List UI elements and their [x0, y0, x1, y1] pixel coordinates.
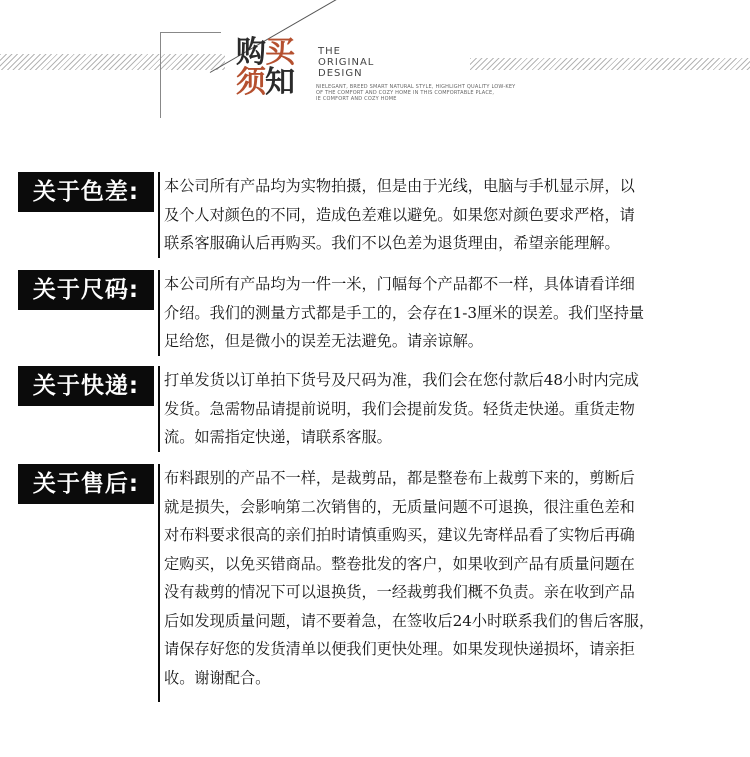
- text-line: 本公司所有产品均为实物拍摄，但是由于光线，电脑与手机显示屏，以: [164, 177, 635, 195]
- section-body: [164, 172, 734, 258]
- tagline-line: OF THE COMFORT AND COZY HOME IN THIS COMFORTABLE PLACE,: [316, 90, 495, 96]
- text-line: 足给您，但是微小的误差无法避免。请亲谅解。: [164, 332, 483, 350]
- logo-char: 知: [265, 65, 294, 100]
- section-body: [164, 464, 734, 692]
- text-line: 介绍。我们的测量方式都是手工的，会存在1-3厘米的误差。我们坚持量: [164, 303, 645, 322]
- text-line: 及个人对颜色的不同，造成色差难以避免。如果您对颜色要求严格，请: [164, 205, 635, 224]
- text-line: 请保存好您的发货清单以便我们更快处理。如果发现快递损坏，请亲拒: [164, 640, 635, 658]
- section-divider: [158, 172, 160, 258]
- design-title-line: DESIGN: [318, 68, 363, 79]
- text-line: 收。谢谢配合。: [164, 668, 271, 687]
- tagline-line: IE COMFORT AND COZY HOME: [316, 96, 397, 102]
- text-line: 就是损失，会影响第二次销售的，无质量问题不可退换，很注重色差和: [164, 497, 635, 516]
- section-label: 关于尺码:: [18, 270, 154, 310]
- text-line: 没有裁剪的情况下可以退换货，一经裁剪我们概不负责。亲在收到产品: [164, 583, 635, 601]
- text-line: 打单发货以订单拍下货号及尺码为准，我们会在您付款后48小时内完成: [164, 371, 639, 389]
- section-divider: [158, 366, 160, 452]
- logo-char: 买: [265, 35, 294, 70]
- text-line: 后如发现质量问题，请不要着急，在签收后24小时联系我们的售后客服，: [164, 611, 655, 630]
- header-frame: [160, 32, 221, 118]
- section-body: [164, 270, 734, 356]
- section-divider: [158, 270, 160, 356]
- logo: [236, 35, 308, 100]
- tagline: [316, 84, 551, 102]
- logo-line-2: [236, 65, 308, 100]
- text-line: 布料跟别的产品不一样，是裁剪品，都是整卷布上裁剪下来的，剪断后: [164, 469, 635, 487]
- section-label: 关于快递:: [18, 366, 154, 406]
- logo-char: 购: [236, 35, 265, 70]
- header-hatch-right: [470, 58, 750, 70]
- text-line: 流。如需指定快递，请联系客服。: [164, 428, 392, 446]
- section-body: [164, 366, 734, 452]
- section-divider: [158, 464, 160, 702]
- logo-char: 须: [236, 65, 265, 100]
- text-line: 对布料要求很高的亲们拍时请慎重购买，建议先寄样品看了实物后再确: [164, 526, 635, 544]
- tagline-line: NIELEGANT, BREED SMART NATURAL STYLE, HIGHLIGHT QUALITY LOW-KEY: [316, 84, 516, 90]
- text-line: 联系客服确认后再购买。我们不以色差为退货理由，希望亲能理解。: [164, 234, 620, 252]
- text-line: 本公司所有产品均为一件一米，门幅每个产品都不一样，具体请看详细: [164, 275, 635, 293]
- section-label: 关于售后:: [18, 464, 154, 504]
- text-line: 发货。急需物品请提前说明，我们会提前发货。轻货走快递。重货走物: [164, 399, 635, 418]
- design-title-line: ORIGINAL: [318, 57, 375, 68]
- logo-line-1: [236, 35, 308, 70]
- design-title-line: THE: [318, 46, 341, 57]
- design-title: [318, 46, 374, 79]
- text-line: 定购买，以免买错商品。整卷批发的客户，如果收到产品有质量问题在: [164, 554, 635, 573]
- section-label: 关于色差:: [18, 172, 154, 212]
